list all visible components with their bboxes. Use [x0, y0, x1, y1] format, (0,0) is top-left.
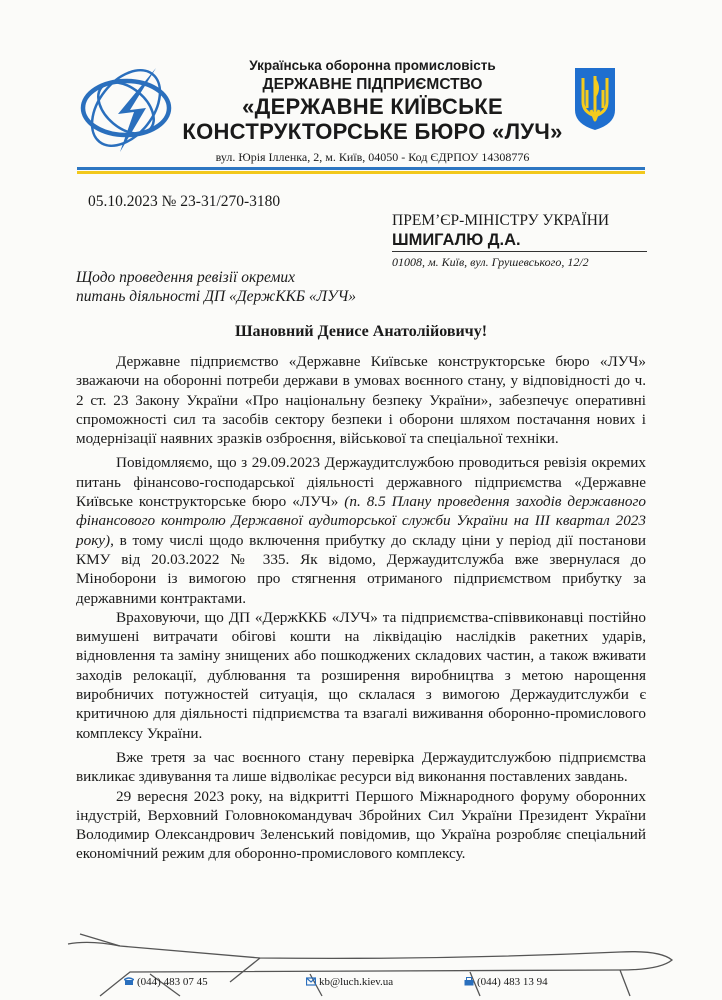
footer-phone — [124, 976, 208, 988]
aircraft-silhouette-icon — [60, 930, 680, 1000]
flag-stripe-yellow — [77, 171, 645, 174]
footer-fax-number: (044) 483 13 94 — [477, 976, 548, 988]
email-icon — [306, 977, 316, 986]
header-address-line: вул. Юрія Ілленка, 2, м. Київ, 04050 - Код ЄДРПОУ 14308776 — [215, 150, 530, 164]
letter-greeting: Шановний Денисе Анатолійовичу! — [234, 323, 488, 340]
body-paragraph-3: Враховуючи, що ДП «ДержККБ «ЛУЧ» та підприємства-співвиконавці постійно вимушені витрачати обігові кошти на ліквідацію наслідків ракетних ударів, відновлення та заміну знищених або пошкоджених складових частин, а також вживати заходів релокації, дублювання та розширення виробництва з метою нарощення виробничих потужностей ситуація, що склалася з вимогою Держаудитслужби є критичною для діяльності підприємства та взагалі виживання оборонно-промислового комплексу України. — [76, 608, 646, 742]
header-enterprise-type: ДЕРЖАВНЕ ПІДПРИЄМСТВО — [262, 76, 483, 93]
body-paragraph-1: Державне підприємство «Державне Київське конструкторське бюро «ЛУЧ» зважаючи на оборонні потреби держави в умовах воєнного стану, у відповідності до ч. 2 ст. 23 Закону України «Про національну безпеку України», забезпечує оперативні спроможності сил та засобів сектору безпеки і оборони шляхом постачання нових і модернізації наявних зразків озброєння, військової та спеціальної техніки. — [76, 353, 646, 448]
header-industry-line: Українська оборонна промисловість — [249, 58, 496, 73]
footer-phone-number: (044) 483 07 45 — [137, 976, 208, 988]
addressee-position: ПРЕМ’ЄР-МІНІСТРУ УКРАЇНИ — [392, 212, 610, 229]
body-paragraph-5: 29 вересня 2023 року, на відкритті Першого Міжнародного форуму оборонних індустрій, Верховний Головнокомандувач Збройних Сил України Президент України Володимир Олександрович Зеленський повідомив, що Україна розробляє спеціальний економічний режим для оборонно-промислового комплексу. — [76, 787, 646, 863]
registration-number: 05.10.2023 № 23-31/270-3180 — [88, 193, 281, 210]
letter-body — [76, 352, 646, 869]
letter-subject — [76, 268, 356, 306]
header-company-name-2: КОНСТРУКТОРСЬКЕ БЮРО «ЛУЧ» — [182, 119, 563, 144]
fax-icon — [464, 977, 474, 986]
flag-stripe-blue — [77, 167, 645, 170]
subject-line-2: питань діяльності ДП «ДержККБ «ЛУЧ» — [76, 288, 357, 305]
phone-icon — [124, 977, 134, 986]
paragraph-2-text-a: Повідомляємо, що з 29.09.2023 Держаудитслужбою проводиться ревізія окремих питань фінансово-господарської діяльності державного підприємства «Державне Київське конструкторське бюро «ЛУЧ» — [76, 454, 646, 511]
addressee-divider — [392, 251, 647, 252]
addressee-block — [392, 212, 647, 270]
addressee-address: 01008, м. Київ, вул. Грушевського, 12/2 — [392, 255, 589, 269]
trident-emblem-icon — [572, 66, 618, 132]
footer-fax — [464, 976, 548, 988]
paragraph-2-reference: (п. 8.5 Плану проведення заходів державного фінансового контролю Державної аудиторської служби України на III квартал 2023 року) — [76, 493, 647, 549]
subject-line-1: Щодо проведення ревізії окремих — [76, 269, 295, 286]
body-paragraph-2 — [76, 453, 646, 607]
addressee-name: ШМИГАЛЮ Д.А. — [392, 231, 521, 249]
paragraph-2-text-b: , в тому числі щодо включення прибутку до складу ціни у період дії постанови КМУ від 20.03.2022 № 335. Як відомо, Держаудитслужба вже звернулася до Міноборони із вимогою про стягнення отриманого підприємством прибутку за державними контрактами. — [76, 531, 646, 607]
footer-email — [306, 976, 393, 988]
footer-email-address: kb@luch.kiev.ua — [319, 976, 394, 988]
header-company-name-1: «ДЕРЖАВНЕ КИЇВСЬКЕ — [242, 94, 503, 119]
company-logo-icon — [76, 60, 176, 160]
body-paragraph-4: Вже третя за час воєнного стану перевірка Держаудитслужбою підприємства викликає здивування та лише відволікає ресурси від виконання поставлених завдань. — [76, 748, 646, 786]
